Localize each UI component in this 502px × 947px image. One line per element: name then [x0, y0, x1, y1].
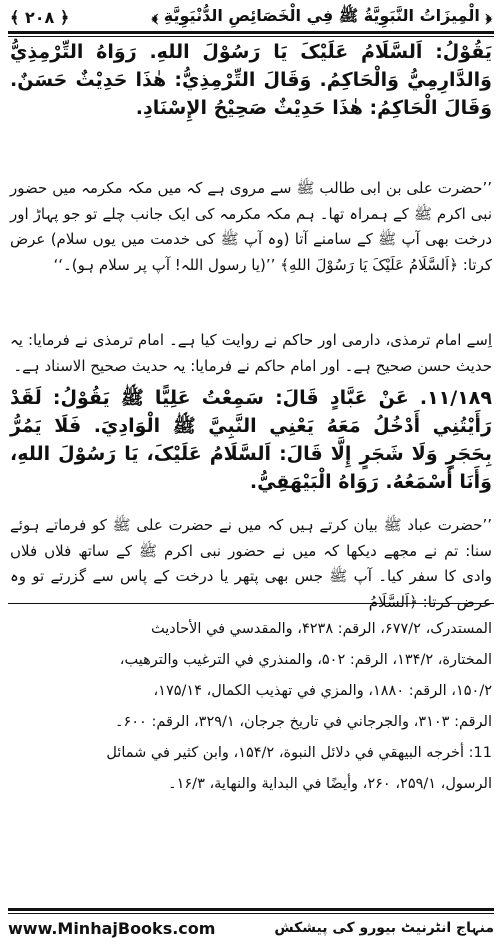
- arabic-hadith-189: [10, 384, 492, 496]
- hadith-number: ۱۱/۱۸۹.: [419, 387, 492, 409]
- running-title: ﴿ الْمِيزَاتُ النَّبَوِيَّةُ ﷺ فِي الْخَصَائِصِ الدُّنْيَوِيَّةِ ﴾: [151, 5, 492, 25]
- publisher-credit: منہاج انٹرنیٹ بیورو کی پیشکش: [274, 920, 494, 936]
- footnote-line: ۱۵۰/۲، الرقم: ۱۸۸۰، والمزي في تهذيب الکمال، ۱۷۵/۱۴،: [153, 683, 492, 699]
- footnote-line: المستدرک، ۶۷۷/۲، الرقم: ۴۲۳۸، والمقدسي في الأحاديث: [151, 621, 492, 637]
- footnotes: [10, 614, 492, 800]
- footnote-number: 11:: [468, 745, 492, 761]
- urdu-narration-note: اِسے امام ترمذی، دارمی اور حاکم نے روایت کیا ہے۔ امام ترمذی نے فرمایا: یہ حدیث حسن صحیح ہے۔ اور امام حاکم نے فرمایا: یہ حدیث صحیح الاسناد ہے۔: [10, 331, 492, 375]
- page-number: ﴿ ۲۰۸ ﴾: [10, 7, 70, 27]
- footer-rule: [8, 908, 494, 914]
- footnote-line: المختارة، ۱۳۴/۲، الرقم: ۵۰۲، والمنذري في الترغيب والترهيب،: [119, 652, 492, 668]
- page-header: [10, 4, 492, 30]
- arabic-hadith-ending: يَقُوْلُ: اَلسَّلَامُ عَلَيْکَ يَا رَسُوْلَ اللهِ. رَوَاهُ التِّرْمِذِيُّ وَالدَّارِمِيُّ وَالْحَاکِمُ. وَقَالَ التِّرْمِذِيُّ: هٰذَا حَدِيْثٌ حَسَنٌ. وَقَالَ الْحَاکِمُ: هٰذَا حَدِيْثٌ صَحِيْحُ الإِسْنَادِ.: [10, 41, 492, 119]
- urdu-translation-2: ’’حضرت عباد ﷺ بیان کرتے ہیں کہ میں نے حضرت علی ﷺ کو فرماتے ہوئے سنا: تم نے مجھے دیکھا کہ میں نے حضور نبی اکرم ﷺ کے ساتھ فلاں فلاں وادی کا سفر کیا۔ آپ ﷺ جس بھی پتھر یا درخت کے پاس سے گزرتے تو وہ عرض کرتا: ﴿اَلسَّلَامُ: [10, 516, 492, 611]
- arabic-hadith-text: عَنْ عَبَّادٍ قَالَ: سَمِعْتُ عَلِيًّا ﷺ يَقُوْلُ: لَقَدْ رَأَيْتُنِي أَدْخُلُ مَعَهُ يَعْنِي النَّبِيَّ ﷺ الْوَادِيَ. فَلَا يَمُرُّ بِحَجَرٍ وَلَا شَجَرٍ إِلَّا قَالَ: اَلسَّلَامُ عَلَيْکَ، يَا رَسُوْلَ اللهِ، وَأَنَا أَسْمَعُهُ. رَوَاهُ الْبَيْهَقِيُّ.: [10, 387, 492, 493]
- website-link[interactable]: www.MinhajBooks.com: [8, 918, 216, 938]
- footnote-line-11: [10, 738, 492, 769]
- footnote-line: الرسول، ۲۵۹/۱، ۲۶۰، وأيضًا في البداية والنهاية، ۱۶/۳۔: [168, 776, 492, 792]
- footnote-rule: [8, 603, 494, 604]
- header-rule: [8, 31, 494, 37]
- footnote-text: أخرجه البيهقي في دلائل النبوة، ۱۵۴/۲، وابن کثير في شمائل: [106, 745, 465, 761]
- urdu-translation-1: ’’حضرت علی بن ابی طالب ﷺ سے مروی ہے کہ میں مکہ مکرمہ میں حضور نبی اکرم ﷺ کے ہمراہ تھا۔ ہم مکہ مکرمہ کی ایک جانب چلے تو جو پہاڑ اور درخت بھی آپ ﷺ کے سامنے آتا (وہ آپ ﷺ کی خدمت میں یوں سلام) عرض کرتا: ﴿اَلسَّلَامُ عَلَيْکَ يَا رَسُوْلَ اللهِ﴾ ’’(یا رسول اللہ! آپ پر سلام ہو)۔‘‘: [10, 179, 492, 274]
- page-footer: [8, 915, 494, 941]
- footnote-line: الرقم: ۳۱۰۳، والجرجاني في تاريخ جرجان، ۳۲۹/۱، الرقم: ۶۰۰۔: [114, 714, 492, 730]
